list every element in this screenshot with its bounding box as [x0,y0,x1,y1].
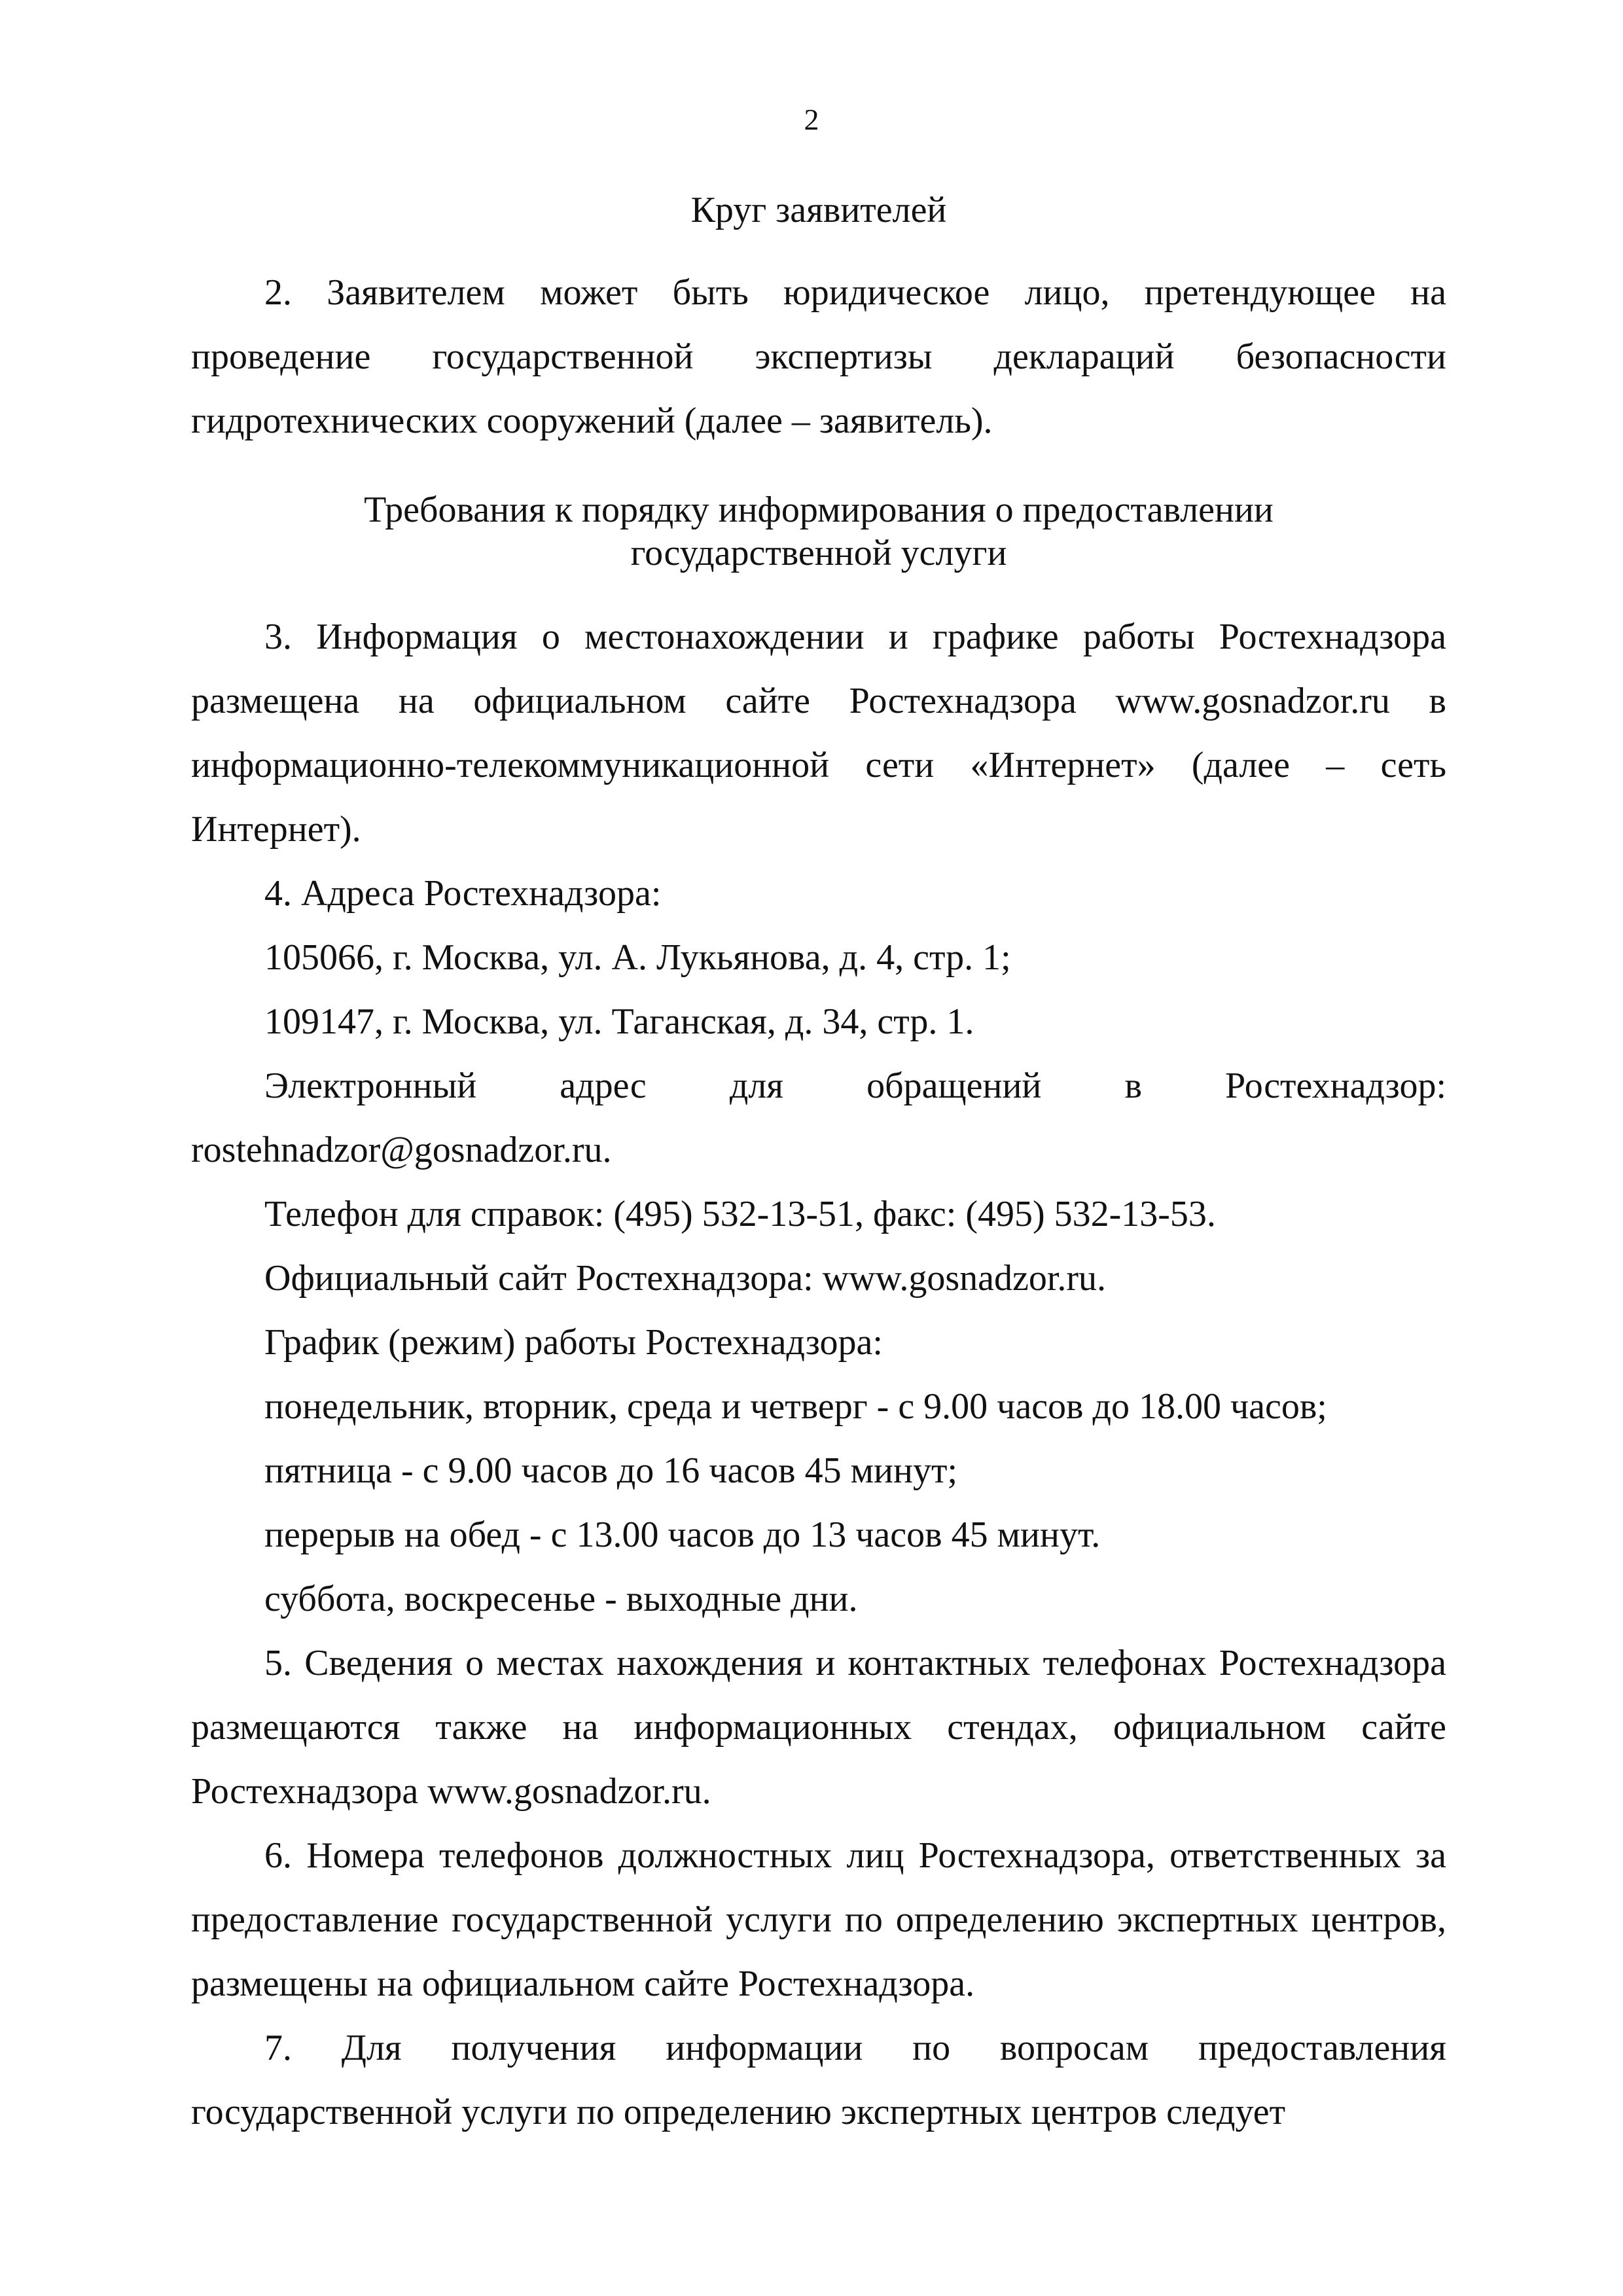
website-line: Официальный сайт Ростехнадзора: www.gosnadzor.ru. [264,1258,1107,1299]
document-body [191,188,1446,2144]
phone-line: Телефон для справок: (495) 532-13-51, факс: (495) 532-13-53. [264,1194,1216,1234]
heading-line-2: государственной услуги [630,533,1007,573]
paragraph-4-title: 4. Адреса Ростехнадзора: [264,873,662,914]
section-heading-applicants: Круг заявителей [690,190,947,230]
paragraph-6: 6. Номера телефонов должностных лиц Ростехнадзора, ответственных за предоставление государственной услуги по определению экспертных центров, размещены на официальном сайте Ростехнадзора. [191,1835,1446,2004]
address-2: 109147, г. Москва, ул. Таганская, д. 34, стр. 1. [264,1001,974,1042]
schedule-title: График (режим) работы Ростехнадзора: [264,1322,883,1363]
schedule-weekend: суббота, воскресенье - выходные дни. [264,1579,858,1619]
paragraph-7: 7. Для получения информации по вопросам предоставления государственной услуги по определению экспертных центров следует [191,2028,1446,2132]
section-heading-informing [191,488,1446,575]
paragraph-5: 5. Сведения о местах нахождения и контактных телефонах Ростехнадзора размещаются также на информационных стендах, официальном сайте Ростехнадзора www.gosnadzor.ru. [191,1643,1446,1812]
address-1: 105066, г. Москва, ул. А. Лукьянова, д. 4, стр. 1; [264,937,1011,978]
page-number: 2 [804,103,819,136]
schedule-weekdays: понедельник, вторник, среда и четверг - с 9.00 часов до 18.00 часов; [264,1386,1327,1427]
paragraph-3: 3. Информация о местонахождении и графике работы Ростехнадзора размещена на официальном сайте Ростехнадзора www.gosnadzor.ru в информационно-телекоммуникационной сети «Интернет» (далее – сеть Интернет). [191,617,1446,850]
heading-line-1: Требования к порядку информирования о предоставлении [364,490,1274,530]
email-paragraph: Электронный адрес для обращений в Ростехнадзор: rostehnadzor@gosnadzor.ru. [191,1066,1446,1170]
paragraph-2: 2. Заявителем может быть юридическое лицо, претендующее на проведение государственной экспертизы деклараций безопасности гидротехнических сооружений (далее – заявитель). [191,272,1446,441]
schedule-lunch: перерыв на обед - с 13.00 часов до 13 часов 45 минут. [264,1515,1101,1555]
schedule-friday: пятница - с 9.00 часов до 16 часов 45 минут; [264,1450,957,1491]
